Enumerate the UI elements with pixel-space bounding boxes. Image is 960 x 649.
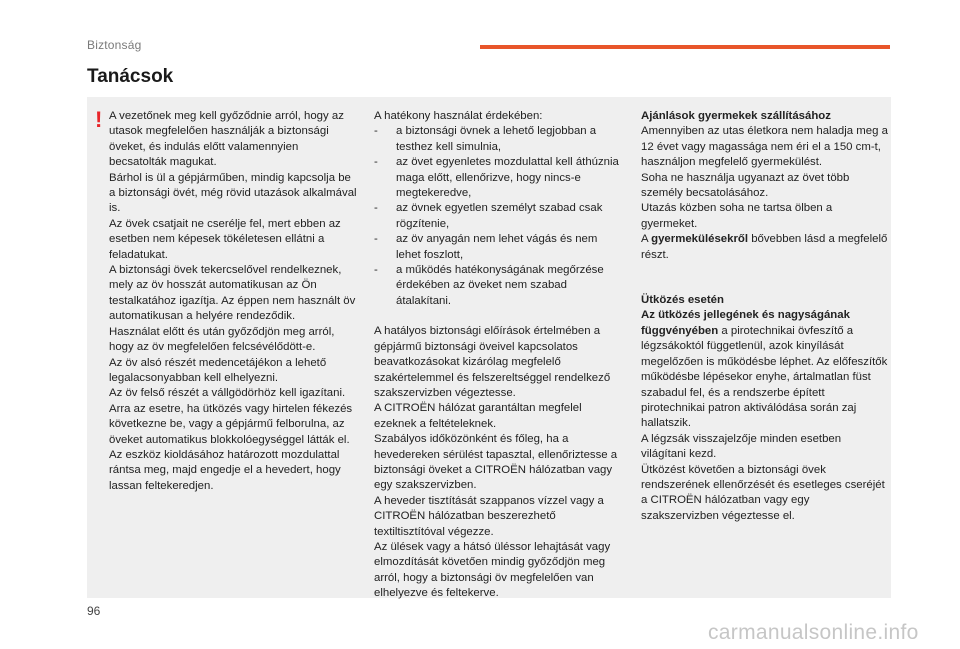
column-left (109, 109, 357, 494)
column-middle (374, 109, 624, 602)
pretensioner-text: Az ütközés jellegének és nagyságának függvényében a pirotechnikai övfeszítő a légzsákoktól függetlenül, azok kinyílását megelőzően is működésbe léphet. Az előfeszítők működésbe lépésekor enyhe, ártalmatlan füst szabadul fel, és a rendszerbe épített pirotechnikai patron aktiválódása során zaj hallatszik. (641, 309, 888, 430)
list-item: - az övet egyenletes mozdulattal kell áthúznia maga előtt, ellenőrizve, hogy nincs-e megtekeredve, (374, 156, 619, 200)
header-accent-rule (480, 45, 890, 49)
list-item: - az övnek egyetlen személyt szabad csak rögzítenie, (374, 202, 603, 230)
list-item: - a biztonsági övnek a lehető legjobban a testhez kell simulnia, (374, 125, 597, 153)
seatbelt-advice-text: A vezetőnek meg kell győződnie arról, hogy az utasok megfelelően használják a biztonsági öveket, és indulás előtt valamennyien becsatolták magukat. Bárhol is ül a gépjárműben, mindig kapcsolja be a biztonsági övét, még rövid utazások alkalmával is. Az övek csatjait ne cserélje fel, mert ebben az esetben nem képesek tökéletesen ellátni a feladatukat. A biztonsági övek tekercselővel rendelkeznek, mely az öv hosszát automatikusan az Ön testalkatához igazítja. Az éppen nem használt öv automatikusan a helyére rendeződik. Használat előtt és után győződjön meg arról, hogy az öv megfelelően felcsévélődött-e. Az öv alsó részét medencetájékon a lehető legalacsonyabban kell elhelyezni. Az öv felső részét a vállgödörhöz kell igazítani. Arra az esetre, ha ütközés vagy hirtelen fékezés következne be, vagy a gépjármű felborulna, az öveket automatikus blokkolóegységgel látták el. Az eszköz kioldásához határozott mozdulattal rántsa meg, majd engedje el a hevedert, hogy lassan feltekeredjen. (109, 110, 357, 492)
children-text: Amennyiben az utas életkora nem haladja meg a 12 évet vagy magassága nem éri el a 150 cm-t, használjon megfelelő gyermekülést. Soha ne használja ugyanazt az övet több személy becsatolásához. Utazás közben soha ne tartsa ölben a gyermeket. (641, 125, 888, 230)
warning-icon: ! (95, 107, 103, 132)
airbag-warning-text: A légzsák visszajelzője minden esetben világítani kezd. Ütközést követően a biztonsági övek rendszerének ellenőrzését és esetleges cseréjét a CITROËN hálózatban vagy egy szakszervizben végeztesse el. (641, 432, 885, 522)
page-number: 96 (87, 604, 101, 618)
effective-use-list (374, 124, 624, 309)
section-label: Biztonság (87, 38, 142, 52)
column-right (641, 109, 889, 524)
collision-heading: Ütközés esetén (641, 294, 724, 307)
child-seat-reference: A gyermekülésekről bővebben lásd a megfelelő részt. (641, 233, 888, 261)
effective-use-intro: A hatékony használat érdekében: (374, 110, 543, 122)
maintenance-text: A hatályos biztonsági előírások értelmében a gépjármű biztonsági öveivel kapcsolatos beavatkozásokat kizárólag megfelelő szakértelemmel és felszereltséggel rendelkező szakszervizben végeztesse. A CITROËN hálózat garantáltan megfelel ezeknek a feltételeknek. Szabályos időközönként és főleg, ha a hevedereken sérülést tapasztal, ellenőriztesse a biztonsági öveket a CITROËN hálózatban vagy egy szakszervizben. A heveder tisztítását szappanos vízzel vagy a CITROËN hálózatban beszerezhető textiltisztítóval végezze. Az ülések vagy a hátsó üléssor lehajtását vagy elmozdítását követően mindig győződjön meg arról, hogy a biztonsági öv megfelelően van elhelyezve és feltekerve. (374, 325, 618, 600)
list-item: - az öv anyagán nem lehet vágás és nem lehet foszlott, (374, 233, 598, 261)
children-heading: Ajánlások gyermekek szállításához (641, 110, 831, 122)
page-title: Tanácsok (87, 66, 174, 87)
watermark: carmanualsonline.info (708, 621, 919, 644)
list-item: - a működés hatékonyságának megőrzése érdekében az öveket nem szabad átalakítani. (374, 264, 604, 307)
